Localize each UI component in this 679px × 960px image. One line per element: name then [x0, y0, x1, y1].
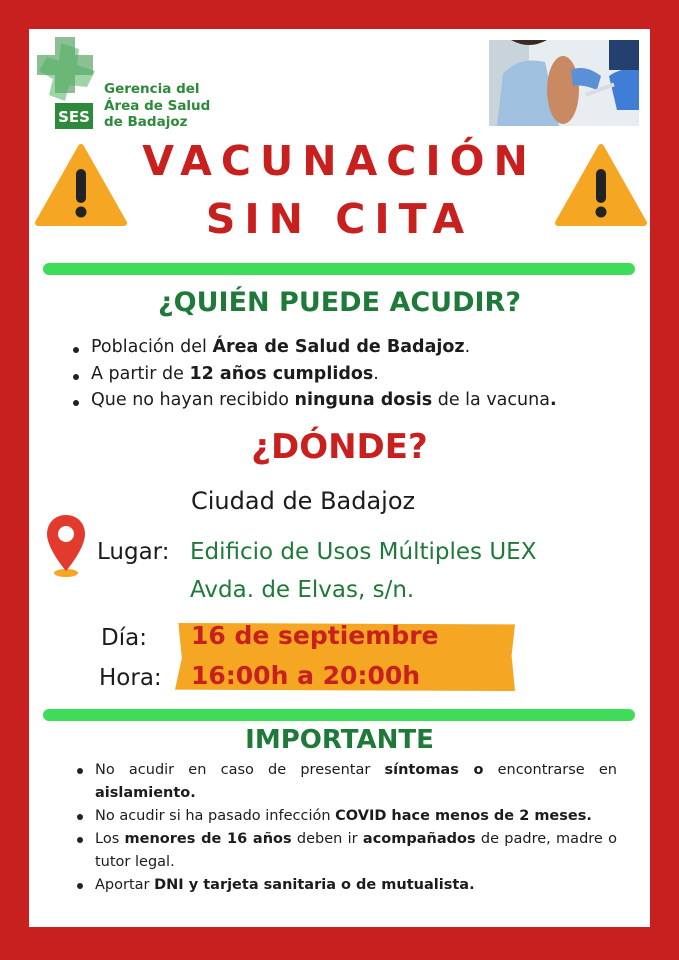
eligibility-list	[69, 337, 557, 417]
poster	[29, 29, 650, 927]
title-line-1: VACUNACIÓN	[142, 137, 537, 185]
ses-logo-icon	[35, 35, 105, 131]
lugar-label: Lugar:	[97, 539, 170, 565]
section-heading-importante: IMPORTANTE	[245, 725, 434, 755]
list-item: Los menores de 16 años deben ir acompañados de padre, madre o tutor legal.	[73, 828, 617, 874]
organization-name	[104, 81, 210, 131]
hora-label: Hora:	[99, 665, 162, 691]
org-line: Gerencia del	[104, 81, 200, 97]
dia-value: 16 de septiembre	[191, 621, 439, 650]
section-heading-donde: ¿DÓNDE?	[251, 427, 428, 467]
dia-label: Día:	[101, 625, 147, 651]
city: Ciudad de Badajoz	[191, 487, 416, 515]
list-item: Población del Área de Salud de Badajoz.	[69, 337, 557, 364]
lugar-value-line-2: Avda. de Elvas, s/n.	[190, 577, 415, 603]
important-list	[73, 759, 617, 897]
org-line: Área de Salud	[104, 97, 211, 114]
list-item: No acudir en caso de presentar síntomas o encontrarse en aislamiento.	[73, 759, 617, 805]
location-pin-icon	[45, 513, 87, 579]
list-item: Aportar DNI y tarjeta sanitaria o de mutualista.	[73, 874, 617, 897]
list-item: No acudir si ha pasado infección COVID hace menos de 2 meses.	[73, 805, 617, 828]
vaccination-photo	[489, 40, 639, 126]
hora-value: 16:00h a 20:00h	[191, 661, 421, 690]
title-line-2: SIN CITA	[205, 195, 474, 243]
divider	[43, 263, 635, 275]
list-item: Que no hayan recibido ninguna dosis de la vacuna.	[69, 390, 557, 417]
lugar-value-line-1: Edificio de Usos Múltiples UEX	[190, 539, 537, 565]
divider	[43, 709, 635, 721]
org-line: de Badajoz	[104, 114, 188, 130]
section-heading-quien: ¿QUIÉN PUEDE ACUDIR?	[158, 287, 521, 318]
list-item: A partir de 12 años cumplidos.	[69, 364, 557, 391]
logo-text: SES	[58, 108, 90, 126]
